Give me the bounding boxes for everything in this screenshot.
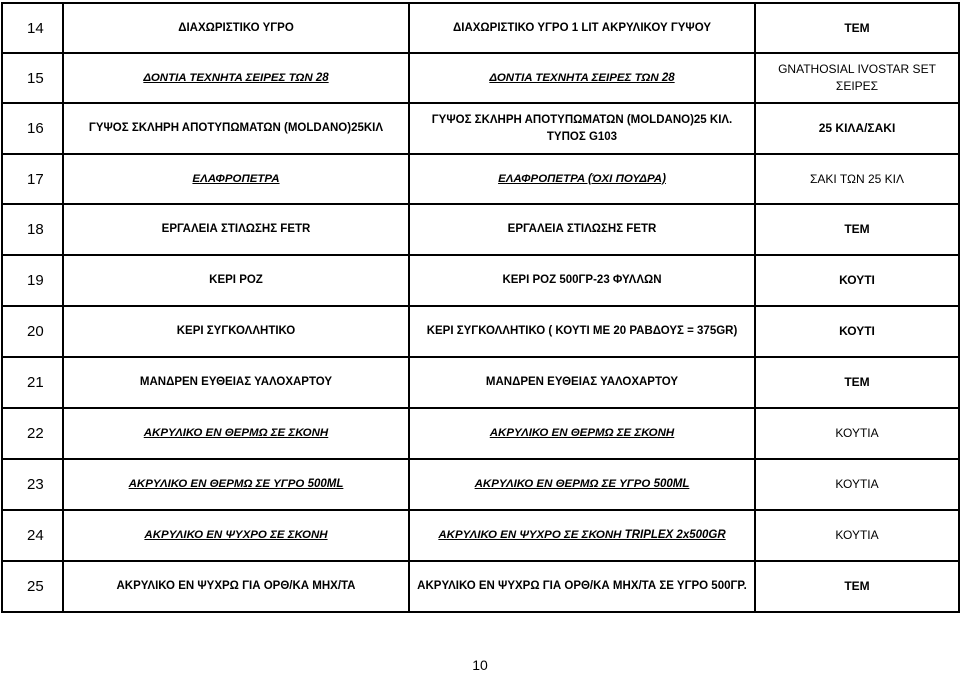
item-name: ΑΚΡΥΛΙΚΟ ΕΝ ΘΕΡΜΩ ΣΕ ΥΓΡΟ 500ML: [63, 459, 409, 510]
item-name: ΔΙΑΧΩΡΙΣΤΙΚΟ ΥΓΡΟ: [63, 3, 409, 53]
row-number: 18: [2, 204, 63, 255]
row-number: 25: [2, 561, 63, 612]
item-unit: ΚΟΥΤΙΑ: [755, 408, 959, 459]
item-unit: ΤΕΜ: [755, 204, 959, 255]
item-description: ΚΕΡΙ ΡΟΖ 500ΓΡ-23 ΦΥΛΛΩΝ: [409, 255, 755, 306]
item-name: ΓΥΨΟΣ ΣΚΛΗΡΗ ΑΠΟΤΥΠΩΜΑΤΩΝ (MOLDANO)25ΚΙΛ: [63, 103, 409, 154]
row-number: 22: [2, 408, 63, 459]
items-table: [1, 2, 960, 613]
item-name: ΜΑΝΔΡΕΝ ΕΥΘΕΙΑΣ ΥΑΛΟΧΑΡΤΟΥ: [63, 357, 409, 408]
item-description: ΔΙΑΧΩΡΙΣΤΙΚΟ ΥΓΡΟ 1 LIT ΑΚΡΥΛΙΚΟΥ ΓΥΨΟΥ: [409, 3, 755, 53]
table-row: [2, 408, 959, 459]
row-number: 19: [2, 255, 63, 306]
row-number: 16: [2, 103, 63, 154]
table-row: [2, 103, 959, 154]
row-number: 21: [2, 357, 63, 408]
item-name: ΕΛΑΦΡΟΠΕΤΡΑ: [63, 154, 409, 204]
item-description: ΕΛΑΦΡΟΠΕΤΡΑ (ΌΧΙ ΠΟΥΔΡΑ): [409, 154, 755, 204]
item-description: ΕΡΓΑΛΕΙΑ ΣΤΙΛΩΣΗΣ FETR: [409, 204, 755, 255]
item-unit: ΚΟΥΤΙΑ: [755, 510, 959, 561]
item-description: ΓΥΨΟΣ ΣΚΛΗΡΗ ΑΠΟΤΥΠΩΜΑΤΩΝ (MOLDANO)25 ΚΙΛ. ΤΥΠΟΣ G103: [409, 103, 755, 154]
item-name: ΚΕΡΙ ΡΟΖ: [63, 255, 409, 306]
item-description: ΔΟΝΤΙΑ ΤΕΧΝΗΤΑ ΣΕΙΡΕΣ ΤΩΝ 28: [409, 53, 755, 103]
item-unit: 25 ΚΙΛΑ/ΣΑΚΙ: [755, 103, 959, 154]
table-row: [2, 459, 959, 510]
item-unit: ΤΕΜ: [755, 561, 959, 612]
row-number: 14: [2, 3, 63, 53]
row-number: 24: [2, 510, 63, 561]
item-description: ΑΚΡΥΛΙΚΟ ΕΝ ΘΕΡΜΩ ΣΕ ΣΚΟΝΗ: [409, 408, 755, 459]
item-unit: ΚΟΥΤΙΑ: [755, 459, 959, 510]
item-description: ΑΚΡΥΛΙΚΟ ΕΝ ΨΥΧΡΟ ΣΕ ΣΚΟΝΗ TRIPLEX 2x500GR: [409, 510, 755, 561]
table-row: [2, 154, 959, 204]
row-number: 17: [2, 154, 63, 204]
item-name: ΚΕΡΙ ΣΥΓΚΟΛΛΗΤΙΚΟ: [63, 306, 409, 357]
row-number: 23: [2, 459, 63, 510]
table-row: [2, 357, 959, 408]
table-row: [2, 53, 959, 103]
item-name: ΕΡΓΑΛΕΙΑ ΣΤΙΛΩΣΗΣ FETR: [63, 204, 409, 255]
table-row: [2, 255, 959, 306]
item-description: ΑΚΡΥΛΙΚΟ ΕΝ ΨΥΧΡΩ ΓΙΑ ΟΡΘ/ΚΑ ΜΗΧ/ΤΑ ΣΕ ΥΓΡΟ 500ΓΡ.: [409, 561, 755, 612]
item-description: ΚΕΡΙ ΣΥΓΚΟΛΛΗΤΙΚΟ ( ΚΟΥΤΙ ΜΕ 20 ΡΑΒΔΟΥΣ = 375GR): [409, 306, 755, 357]
row-number: 15: [2, 53, 63, 103]
item-unit: ΣΑΚΙ ΤΩΝ 25 ΚΙΛ: [755, 154, 959, 204]
item-description: ΜΑΝΔΡΕΝ ΕΥΘΕΙΑΣ ΥΑΛΟΧΑΡΤΟΥ: [409, 357, 755, 408]
table-row: [2, 204, 959, 255]
item-name: ΔΟΝΤΙΑ ΤΕΧΝΗΤΑ ΣΕΙΡΕΣ ΤΩΝ 28: [63, 53, 409, 103]
row-number: 20: [2, 306, 63, 357]
table-row: [2, 561, 959, 612]
item-description: ΑΚΡΥΛΙΚΟ ΕΝ ΘΕΡΜΩ ΣΕ ΥΓΡΟ 500ML: [409, 459, 755, 510]
table-row: [2, 3, 959, 53]
item-unit: ΚΟΥΤΙ: [755, 306, 959, 357]
item-unit: GNATHOSIAL IVOSTAR SET ΣΕΙΡΕΣ: [755, 53, 959, 103]
item-unit: ΤΕΜ: [755, 357, 959, 408]
item-unit: ΤΕΜ: [755, 3, 959, 53]
table-row: [2, 306, 959, 357]
page-number: 10: [472, 657, 488, 673]
item-unit: ΚΟΥΤΙ: [755, 255, 959, 306]
item-name: ΑΚΡΥΛΙΚΟ ΕΝ ΘΕΡΜΩ ΣΕ ΣΚΟΝΗ: [63, 408, 409, 459]
item-name: ΑΚΡΥΛΙΚΟ ΕΝ ΨΥΧΡΟ ΣΕ ΣΚΟΝΗ: [63, 510, 409, 561]
table-row: [2, 510, 959, 561]
item-name: ΑΚΡΥΛΙΚΟ ΕΝ ΨΥΧΡΩ ΓΙΑ ΟΡΘ/ΚΑ ΜΗΧ/ΤΑ: [63, 561, 409, 612]
